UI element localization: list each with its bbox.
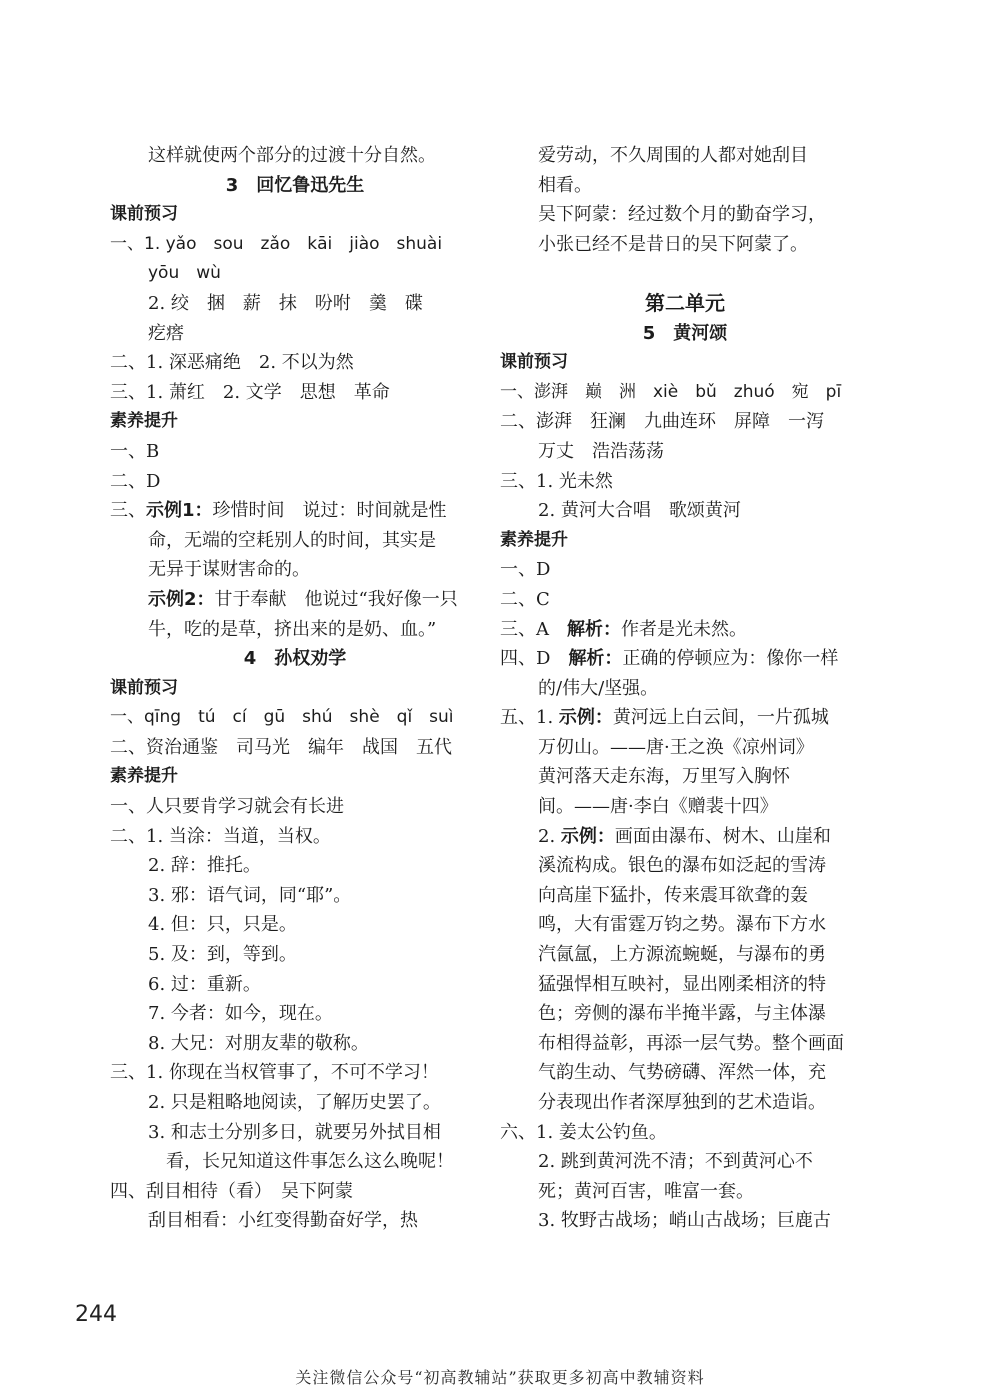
answer-line: 色；旁侧的瀑布半掩半露，与主体瀑 (538, 1003, 826, 1025)
answer-prefix: 三、A (500, 618, 567, 640)
section-heading: 素养提升 (110, 766, 178, 787)
answer-text: 正确的停顿应为：像你一样 (622, 648, 839, 670)
answer-line (500, 703, 870, 733)
answer-line: 二、D (110, 470, 161, 492)
answer-line: 二、资治通鉴 司马光 编年 战国 五代 (110, 736, 452, 758)
answer-line: 一、qīng tú cí gū shú shè qǐ suì (110, 707, 454, 728)
answer-label: 示例： (560, 825, 615, 847)
right-column (500, 141, 870, 1236)
answer-prefix: 三、 (110, 500, 146, 522)
answer-line: 3. 牧野古战场；峭山古战场；巨鹿古 (538, 1210, 831, 1232)
answer-line: 吴下阿蒙：经过数个月的勤奋学习， (538, 204, 826, 226)
watermark-footer: 关注微信公众号“初高教辅站”获取更多初高中教辅资料 (295, 1368, 705, 1387)
answer-line: 三、1. 你现在当权管事了，不可不学习！ (110, 1062, 439, 1084)
answer-line: 爱劳动，不久周围的人都对她刮目 (538, 145, 808, 166)
answer-line: 2. 辞：推托。 (148, 855, 261, 877)
answer-line: 向高崖下猛扑，传来震耳欲聋的轰 (538, 884, 808, 906)
answer-line: 三、1. 光未然 (500, 470, 613, 492)
section-heading: 课前预习 (110, 204, 178, 225)
answer-line: 一、D (500, 559, 551, 581)
answer-line: 一、B (110, 440, 160, 462)
answer-line: 二、1. 当涂：当道，当权。 (110, 825, 331, 847)
answer-label: 示例1： (146, 500, 213, 522)
answer-text: 甘于奉献 他说过“我好像一只 (214, 588, 458, 610)
left-column (110, 141, 480, 1236)
answer-line: 3. 邪：语气词，同“耶”。 (148, 884, 352, 906)
answer-line: 汽氤氲，上方源流蜿蜒，与瀑布的勇 (538, 944, 826, 966)
unit-title: 第二单元 (645, 290, 725, 315)
answer-line: 2. 跳到黄河洗不清；不到黄河心不 (538, 1151, 813, 1173)
answer-line: 相看。 (538, 174, 592, 196)
answer-line: 猛强悍相互映衬，显出刚柔相济的特 (538, 973, 826, 995)
answer-line: 2. 绞 捆 薪 抹 吩咐 羹 碟 (148, 292, 423, 314)
answer-prefix: 四、D (500, 648, 569, 670)
answer-line: 万仞山。——唐·王之涣《凉州词》 (538, 736, 814, 758)
answer-line: 一、人只要肯学习就会有长进 (110, 796, 344, 818)
answer-line: 的/伟大/坚强。 (538, 677, 659, 699)
answer-line: 二、澎湃 狂澜 九曲连环 屏障 一泻 (500, 411, 824, 433)
answer-line: 6. 过：重新。 (148, 973, 261, 995)
answer-line: 7. 今者：如今，现在。 (148, 1003, 333, 1025)
answer-line (500, 644, 870, 674)
answer-line: 黄河落天走东海，万里写入胸怀 (538, 766, 790, 788)
answer-line: 小张已经不是昔日的吴下阿蒙了。 (538, 233, 808, 255)
answer-line: 鸣，大有雷霆万钧之势。瀑布下方水 (538, 914, 826, 936)
answer-line: 5. 及：到，等到。 (148, 944, 297, 966)
section-heading: 素养提升 (110, 411, 178, 432)
answer-line: 命，无端的空耗别人的时间，其实是 (148, 529, 436, 551)
answer-label: 示例： (558, 707, 613, 729)
answer-line: 一、1. yǎo sou zǎo kāi jiào shuài (110, 233, 443, 254)
answer-prefix: 2. (538, 825, 561, 847)
answer-line: 二、C (500, 588, 550, 610)
answer-line: 2. 黄河大合唱 歌颂黄河 (538, 500, 741, 522)
answer-line: 4. 但：只，只是。 (148, 914, 297, 936)
answer-line: 无异于谋财害命的。 (148, 559, 310, 581)
answer-text: 画面由瀑布、树木、山崖和 (614, 825, 831, 847)
answer-line: 六、1. 姜太公钓鱼。 (500, 1121, 667, 1143)
answer-line: 间。——唐·李白《赠裴十四》 (538, 796, 778, 818)
answer-line: 二、1. 深恶痛绝 2. 不以为然 (110, 352, 354, 374)
answer-line: 死；黄河百害，唯富一套。 (538, 1180, 754, 1202)
section-heading: 课前预习 (500, 352, 568, 373)
answer-text: 珍惜时间 说过：时间就是性 (212, 500, 447, 522)
section-heading: 素养提升 (500, 529, 568, 550)
answer-line (110, 496, 480, 526)
answer-line: 布相得益彰，再添一层气势。整个画面 (538, 1032, 844, 1054)
lesson-title: 3 回忆鲁迅先生 (225, 174, 365, 196)
answer-text: 黄河远上白云间，一片孤城 (612, 707, 829, 729)
answer-line: 3. 和志士分别多日，就要另外拭目相 (148, 1121, 441, 1143)
answer-line: yōu wù (148, 263, 221, 284)
answer-line (500, 615, 870, 645)
answer-line: 三、1. 萧红 2. 文学 思想 革命 (110, 381, 390, 403)
spacer (500, 259, 870, 289)
answer-line (500, 822, 870, 852)
answer-line: 气韵生动、气势磅礴、浑然一体，充 (538, 1062, 826, 1084)
answer-label: 解析： (568, 648, 623, 670)
answer-line: 8. 大兄：对朋友辈的敬称。 (148, 1032, 369, 1054)
answer-line: 刮目相看：小红变得勤奋好学，热 (148, 1210, 418, 1232)
answer-line: 万丈 浩浩荡荡 (538, 440, 664, 462)
lesson-title: 4 孙权劝学 (243, 648, 347, 670)
answer-line: 分表现出作者深厚独到的艺术造诣。 (538, 1092, 826, 1113)
answer-line: 溪流构成。银色的瀑布如泛起的雪涛 (538, 855, 826, 877)
answer-line: 疙瘩 (148, 322, 184, 344)
answer-line: 一、澎湃 巅 洲 xiè bǔ zhuó 宛 pī (500, 381, 842, 402)
answer-line: 这样就使两个部分的过渡十分自然。 (148, 145, 436, 166)
lesson-title: 5 黄河颂 (642, 322, 728, 344)
answer-line: 四、刮目相待（看） 吴下阿蒙 (110, 1180, 353, 1202)
answer-line: 牛，吃的是草，挤出来的是奶、血。” (148, 618, 437, 640)
answer-label: 解析： (567, 618, 621, 640)
answer-line: 2. 只是粗略地阅读，了解历史罢了。 (148, 1092, 441, 1113)
answer-line (110, 585, 480, 615)
section-heading: 课前预习 (110, 677, 178, 698)
answer-prefix: 五、1. (500, 707, 559, 729)
page-number: 244 (75, 1302, 117, 1327)
answer-label: 示例2： (148, 588, 215, 610)
answer-text: 作者是光未然。 (621, 618, 747, 640)
answer-line: 看，长兄知道这件事怎么这么晚呢！ (148, 1151, 454, 1173)
